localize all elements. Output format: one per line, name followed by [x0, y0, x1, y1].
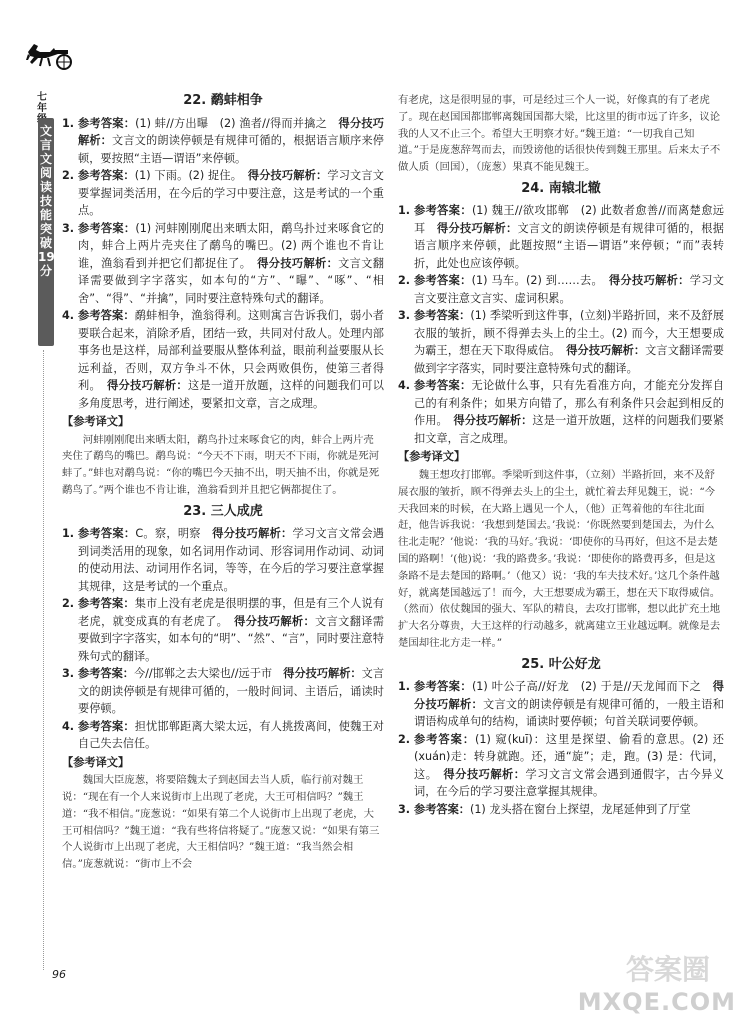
right-column — [398, 92, 724, 818]
sidebar — [0, 0, 66, 1024]
section-title-23: 23. 三人成虎 — [183, 503, 263, 519]
translation-text: 魏王想攻打邯郸。季梁听到这件事，（立刻）半路折回，来不及舒展衣服的皱折，顾不得弹去头上的尘土，就忙着去拜见魏王，说：“今天我回来的时候，在大路上遇见一个人，（他）正驾着他的车往北面赶，他告诉我说：‘我想到楚国去。’我说：‘你既然要到楚国去，为什么往北走呢？’他说：‘我的马好。’我说：‘即使你的马再好，但这不是去楚国的路啊！’(他)说：‘我的路费多。’我说：‘即使你的路费再多，但是这条路不是去楚国的路啊。’（他又）说：‘我的车夫技术好。’这几个条件越好，就离楚国越远了！而今，大王想要成为霸王，想在天下取得威信。（然而）依仗魏国的强大、军队的精良，去攻打邯郸，想以此扩充土地扩大名分尊贵，大王这样的行动越多，就离建立王业越远啊。就像是去楚国却往北方走一样。” — [398, 468, 721, 649]
answer-item: 4. 参考答案：担忧邯郸距离大梁太远，有人挑拨离间，使魏王对自己失去信任。 — [62, 719, 384, 751]
left-column — [62, 88, 384, 873]
section-title-24: 24. 南辕北辙 — [521, 180, 601, 196]
answer-item: 2. 参考答案：(1) 马车。(2) 到……去。 得分技巧解析：学习文言文要注意文言实、虚词积累。 — [398, 274, 724, 305]
series-title-bar: 文言文阅读技能突破196分 — [38, 118, 54, 346]
translation-text: 河蚌刚刚爬出来晒太阳，鹬鸟扑过来啄食它的肉，蚌合上两片壳夹住了鹬鸟的嘴巴。鹬鸟说：“今天不下雨，明天不下雨，你就是死河蚌了。”蚌也对鹬鸟说：“你的嘴巴今天抽不出，明天抽不出，你就是死鹬鸟了。”两个谁也不肯让谁，渔翁看到并且把它俩都捉住了。 — [62, 433, 380, 496]
reference-translation-title: 【参考译文】 — [62, 415, 130, 428]
section-title-25: 25. 叶公好龙 — [521, 656, 601, 672]
reference-translation-title: 【参考译文】 — [398, 450, 466, 464]
answer-item: 1. 参考答案：C。察，明察 得分技巧解析：学习文言文常会遇到词类活用的现象，如名词用作动词、形容词用作动词、动词的使动用法、动词用作名词，等等，在今后的学习要注意掌握其规律，这是考试的一个重点。 — [62, 527, 384, 593]
answer-item: 1. 参考答案：(1) 魏王//欲攻邯郸 (2) 此数者愈善//而离楚愈远耳 得分技巧解析：文言文的朗读停顿是有规律可循的，根据语言顺序来停顿，此题按照“主语—谓语”来停顿；“而”表转折，此处也应该停顿。 — [398, 204, 724, 270]
answer-item: 2. 参考答案：(1) 下雨。(2) 捉住。 得分技巧解析：学习文言文要掌握词类活用，在今后的学习中要注意，这是考试的一个重点。 — [62, 169, 384, 217]
answer-item: 3. 参考答案：今//邯郸之去大梁也//远于市 得分技巧解析：文言文的朗读停顿是有规律可循的，一般时间词、主语后，诵读时要停顿。 — [62, 667, 385, 716]
answer-item: 1. 参考答案：(1) 叶公子高//好龙 (2) 于是//天龙闻而下之 得分技巧解析：文言文的朗读停顿是有规律可循的，一般主语和谓语构成单句的结构，诵读时要停顿；句首关联词要停顿。 — [398, 680, 724, 729]
answer-item: 3. 参考答案：(1) 季梁听到这件事，(立刻)半路折回，来不及舒展衣服的皱折，顾不得弹去头上的尘土。(2) 而今，大王想要成为霸王，想在天下取得威信。 得分技巧解析：文言文翻译需要做到字字落实，同时要注意特殊句式的翻译。 — [398, 309, 724, 375]
page-number: 96 — [52, 968, 66, 981]
watermark-logo: 答案圈 — [625, 953, 710, 986]
translation-continued: 有老虎，这是很明显的事，可是经过三个人一说，好像真的有了老虎了。现在赵国国都邯郸离魏国国都大梁，比这里的街市远了许多，议论我的人又不止三个。希望大王明察才好。”魏王道：“一切我自己知道。”于是庞葱辞驾而去，而毁谤他的话很快传到魏王那里。后来太子不做人质（回国），（庞葱）果真不能见魏王。 — [398, 94, 721, 174]
answer-item: 2. 参考答案：(1) 窥(kuī)：这里是探望、偷看的意思。(2) 还(xuán)走：转身就跑。还，通“旋”；走，跑。(3) 是：代词，这。 得分技巧解析：学习文言文常会遇到通假字，古今异义词，在今后的学习要注意掌握其规律。 — [398, 732, 724, 799]
horse-cart-logo-icon — [24, 30, 72, 76]
answer-item: 3. 参考答案：(1) 龙头搭在窗台上探望，龙尾延伸到了厅堂 — [398, 802, 691, 816]
answer-item: 4. 参考答案：鹬蚌相争，渔翁得利。这则寓言告诉我们，弱小者要联合起来，消除矛盾，团结一致，共同对付敌人。处理内部事务也是这样，局部利益要服从整体利益，眼前利益要服从长远利益，否则，双方争斗不休，只会两败俱伤，使第三者得利。 得分技巧解析：这是一道开放题，这样的问题我们可以多角度思考，进行阐述，要紧扣文章，言之成理。 — [62, 309, 384, 410]
answer-item: 3. 参考答案：(1) 河蚌刚刚爬出来晒太阳，鹬鸟扑过来啄食它的肉，蚌合上两片壳夹住了鹬鸟的嘴巴。(2) 两个谁也不肯让谁，渔翁看到并把它们都捉住了。 得分技巧解析：文言文翻译需要做到字字落实，如本句的“方”、“曝”、“啄”、“相舍”、“得”、“并擒”，同时要注意特殊句式的翻译。 — [62, 221, 384, 305]
answer-item: 1. 参考答案：(1) 蚌//方出曝 (2) 渔者//得而并擒之 得分技巧解析：文言文的朗读停顿是有规律可循的，根据语言顺序来停顿，要按照“主语—谓语”来停顿。 — [62, 116, 384, 165]
answer-item: 2. 参考答案：集市上没有老虎是很明摆的事，但是有三个人说有老虎，就变成真的有老虎了。 得分技巧解析：文言文翻译需要做到字字落实，如本句的“明”、“然”、“言”，同时要注意特殊句式的翻译。 — [62, 597, 384, 663]
translation-text: 魏国大臣庞葱，将要陪魏太子到赵国去当人质，临行前对魏王说：“现在有一个人来说街市上出现了老虎，大王可相信吗？”魏王道：“我不相信。”庞葱说：“如果有第二个人说街市上出现了老虎，大王可相信吗？”魏王道：“我有些将信将疑了。”庞葱又说：“如果有第三个人说街市上出现了老虎，大王相信吗？”魏王道：“我当然会相信。”庞葱就说：“街市上不会 — [62, 774, 380, 871]
watermark-url: MXQE.COM — [577, 988, 736, 1016]
sidebar-divider — [43, 350, 45, 970]
answer-item: 4. 参考答案：无论做什么事，只有先看准方向，才能充分发挥自己的有利条件；如果方向错了，那么有利条件只会起到相反的作用。 得分技巧解析：这是一道开放题，这样的问题我们要紧扣文章，言之成理。 — [398, 379, 724, 445]
grade-label: 七年 — [37, 92, 47, 114]
section-title-22: 22. 鹬蚌相争 — [183, 93, 263, 108]
reference-translation-title: 【参考译文】 — [62, 755, 130, 769]
